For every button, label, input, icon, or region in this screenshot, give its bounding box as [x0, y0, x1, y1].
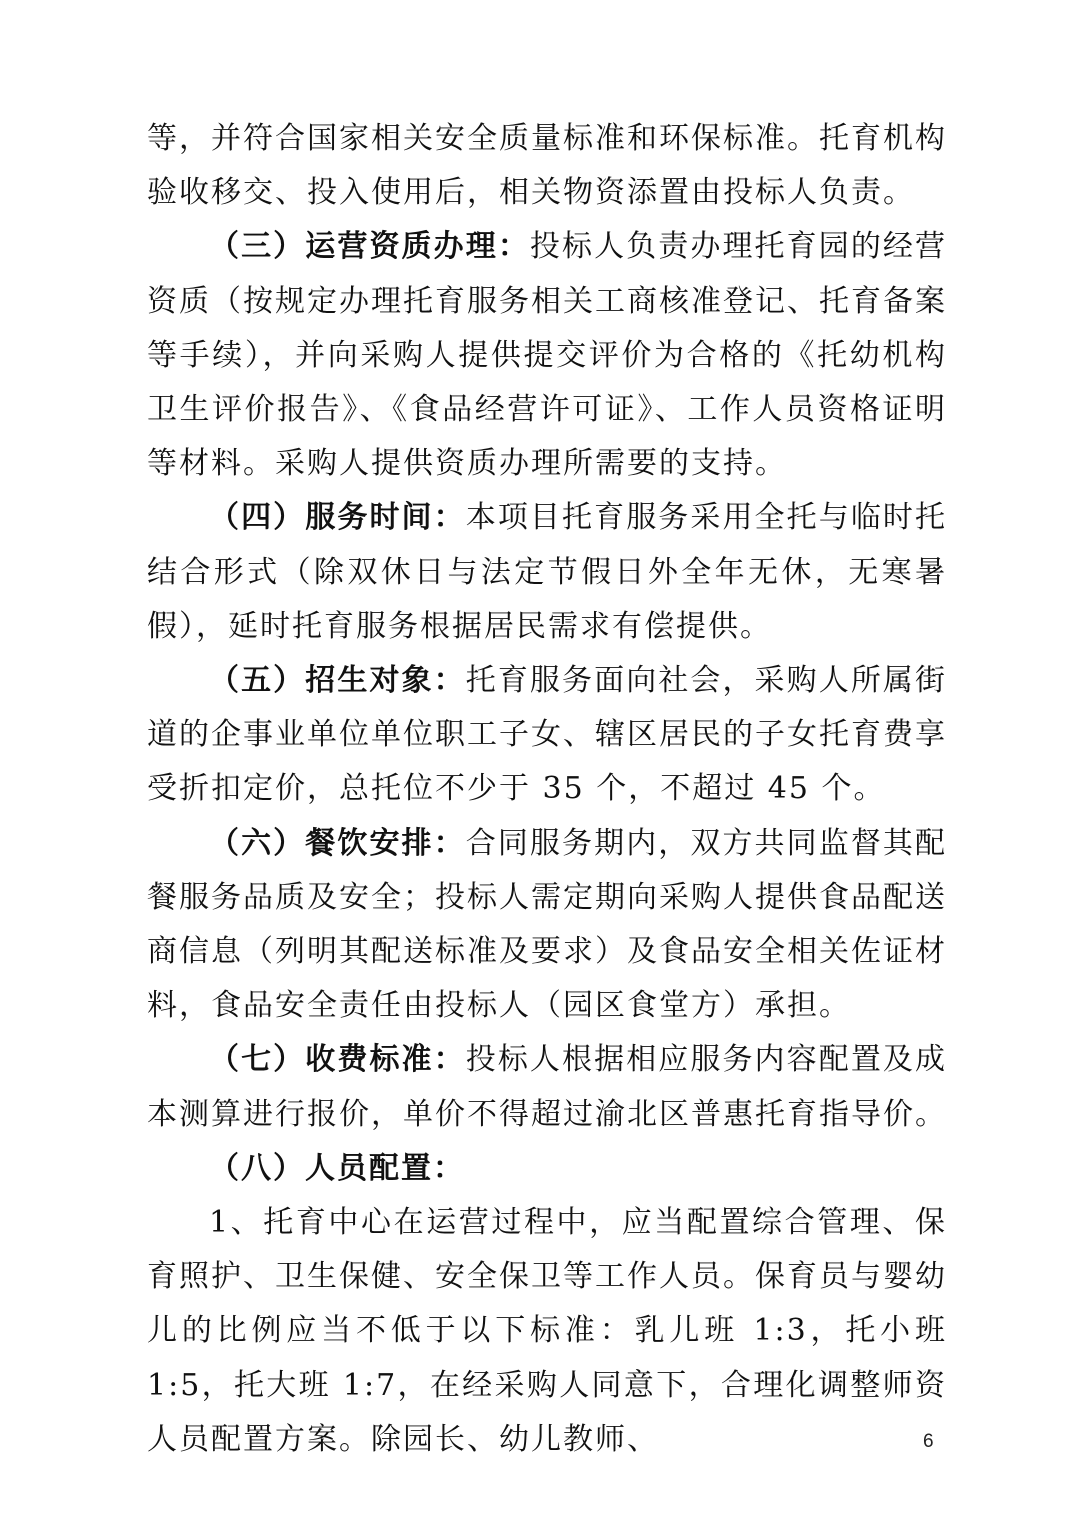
paragraph-catering	[147, 817, 947, 1034]
section-heading: （六）餐饮安排：	[209, 825, 466, 861]
section-heading: （四）服务时间：	[209, 500, 466, 536]
section-heading: （五）招生对象：	[209, 663, 466, 699]
section-heading: （三）运营资质办理：	[209, 229, 530, 265]
section-heading: （八）人员配置：	[209, 1150, 465, 1186]
paragraph-text: 1、托育中心在运营过程中，应当配置综合管理、保育照护、卫生保健、安全保卫等工作人员。保育员与婴幼儿的比例应当不低于以下标准：乳儿班 1:3，托小班 1:5，托大班 1:7，在经采购人同意下，合理化调整师资人员配置方案。除园长、幼儿教师、	[147, 1205, 947, 1457]
section-heading: （七）收费标准：	[209, 1042, 466, 1078]
body-text	[147, 112, 947, 1467]
paragraph-text: 合同服务期内，双方共同监督其配餐服务品质及安全；投标人需定期向采购人提供食品配送商信息（列明其配送标准及要求）及食品安全相关佐证材料，食品安全责任由投标人（园区食堂方）承担。	[147, 825, 948, 1024]
paragraph-fees	[147, 1033, 947, 1141]
paragraph-text: 等，并符合国家相关安全质量标准和环保标准。托育机构验收移交、投入使用后，相关物资添置由投标人负责。	[147, 121, 947, 211]
paragraph-text: 投标人负责办理托育园的经营资质（按规定办理托育服务相关工商核准登记、托育备案等手续），并向采购人提供提交评价为合格的《托幼机构卫生评价报告》、《食品经营许可证》、工作人员资格证明等材料。采购人提供资质办理所需要的支持。	[147, 229, 948, 482]
paragraph-operating-qualification	[147, 220, 947, 491]
paragraph-text: 本项目托育服务采用全托与临时托结合形式（除双休日与法定节假日外全年无休，无寒暑假），延时托育服务根据居民需求有偿提供。	[147, 500, 948, 644]
paragraph-enrollment	[147, 654, 947, 817]
paragraph-service-time	[147, 491, 947, 654]
paragraph-continuation	[147, 112, 947, 220]
paragraph-staffing-item-1	[147, 1196, 947, 1467]
page-number: 6	[923, 1431, 934, 1452]
paragraph-staffing-heading	[147, 1142, 947, 1196]
paragraph-text: 托育服务面向社会，采购人所属街道的企事业单位单位职工子女、辖区居民的子女托育费享受折扣定价，总托位不少于 35 个，不超过 45 个。	[147, 663, 948, 807]
paragraph-text: 投标人根据相应服务内容配置及成本测算进行报价，单价不得超过渝北区普惠托育指导价。	[147, 1042, 948, 1132]
